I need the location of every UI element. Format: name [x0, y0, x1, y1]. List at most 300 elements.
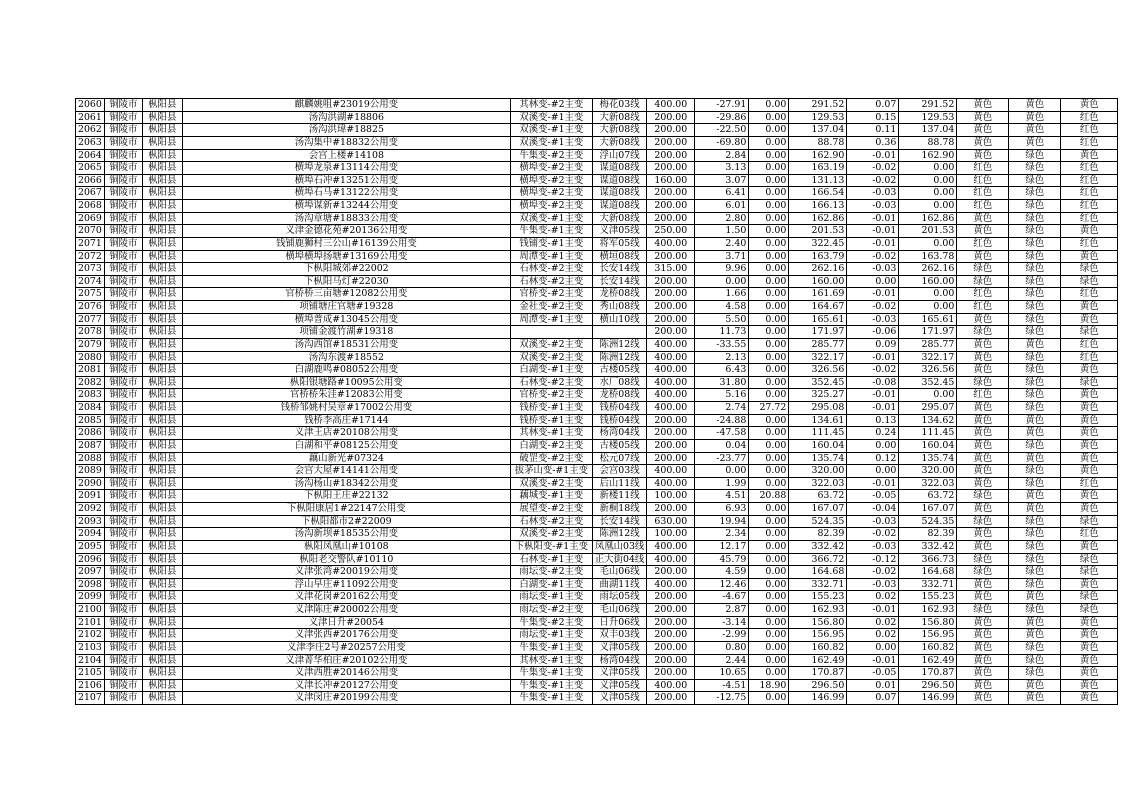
county-cell: 枞阳县: [142, 149, 182, 162]
value-e-cell: 129.53: [899, 111, 957, 124]
value-d-cell: -0.02: [847, 162, 899, 175]
substation-cell: 白湖变-#1主变: [510, 578, 592, 591]
table-row: [76, 111, 1118, 124]
city-cell: 铜陵市: [104, 477, 142, 490]
transformer-name-cell: 会宫上楼#14108: [182, 149, 510, 162]
capacity-cell: 400.00: [647, 402, 695, 415]
value-c-cell: 131.13: [789, 174, 847, 187]
transformer-name-cell: 汤沟集中#18832公用变: [182, 136, 510, 149]
status-c-cell: 黄色: [1061, 503, 1118, 516]
value-b-cell: 0.00: [749, 503, 789, 516]
transformer-name-cell: 义津日升#20054: [182, 616, 510, 629]
capacity-cell: 200.00: [647, 503, 695, 516]
value-d-cell: 0.12: [847, 452, 899, 465]
value-a-cell: 6.93: [695, 503, 749, 516]
value-d-cell: -0.01: [847, 654, 899, 667]
city-cell: 铜陵市: [104, 212, 142, 225]
table-row: [76, 578, 1118, 591]
capacity-cell: 200.00: [647, 326, 695, 339]
status-c-cell: 绿色: [1061, 515, 1118, 528]
value-c-cell: 326.56: [789, 364, 847, 377]
value-b-cell: 0.00: [749, 326, 789, 339]
capacity-cell: 200.00: [647, 187, 695, 200]
value-b-cell: 0.00: [749, 351, 789, 364]
status-c-cell: 红色: [1061, 136, 1118, 149]
substation-cell: 钱桥变-#1主变: [510, 414, 592, 427]
status-a-cell: 黄色: [957, 679, 1009, 692]
status-a-cell: 黄色: [957, 465, 1009, 478]
value-c-cell: 332.71: [789, 578, 847, 591]
status-c-cell: 黄色: [1061, 452, 1118, 465]
status-c-cell: 黄色: [1061, 641, 1118, 654]
row-number-cell: 2061: [76, 111, 105, 124]
value-e-cell: 0.00: [899, 174, 957, 187]
status-b-cell: 绿色: [1009, 465, 1061, 478]
value-a-cell: 9.96: [695, 263, 749, 276]
value-e-cell: 170.87: [899, 667, 957, 680]
line-cell: 钱桥04线: [592, 414, 646, 427]
status-c-cell: 黄色: [1061, 578, 1118, 591]
transformer-name-cell: 义津闵庄#20199公用变: [182, 692, 510, 705]
table-row: [76, 200, 1118, 213]
row-number-cell: 2088: [76, 452, 105, 465]
value-c-cell: 366.72: [789, 553, 847, 566]
table-row: [76, 187, 1118, 200]
county-cell: 枞阳县: [142, 162, 182, 175]
value-a-cell: 0.00: [695, 275, 749, 288]
county-cell: 枞阳县: [142, 629, 182, 642]
value-e-cell: 332.71: [899, 578, 957, 591]
city-cell: 铜陵市: [104, 389, 142, 402]
value-c-cell: 162.93: [789, 604, 847, 617]
transformer-name-cell: 白湖鹿鸣#08052公用变: [182, 364, 510, 377]
status-a-cell: 黄色: [957, 452, 1009, 465]
county-cell: 枞阳县: [142, 389, 182, 402]
substation-cell: 雨坛变-#2主变: [510, 566, 592, 579]
substation-cell: [510, 326, 592, 339]
value-c-cell: 146.99: [789, 692, 847, 705]
status-b-cell: 绿色: [1009, 250, 1061, 263]
value-a-cell: 4.51: [695, 490, 749, 503]
value-a-cell: 31.80: [695, 376, 749, 389]
transformer-name-cell: 项铺金渡竹湖#19318: [182, 326, 510, 339]
status-a-cell: 黄色: [957, 654, 1009, 667]
value-e-cell: 171.97: [899, 326, 957, 339]
table-row: [76, 376, 1118, 389]
value-a-cell: 0.00: [695, 465, 749, 478]
value-b-cell: 0.00: [749, 604, 789, 617]
line-cell: 杨湾04线: [592, 654, 646, 667]
value-b-cell: 0.00: [749, 225, 789, 238]
status-c-cell: 绿色: [1061, 263, 1118, 276]
value-a-cell: 2.84: [695, 149, 749, 162]
value-c-cell: 322.03: [789, 477, 847, 490]
value-b-cell: 0.00: [749, 641, 789, 654]
city-cell: 铜陵市: [104, 629, 142, 642]
capacity-cell: 630.00: [647, 515, 695, 528]
value-b-cell: 0.00: [749, 439, 789, 452]
table-row: [76, 162, 1118, 175]
county-cell: 枞阳县: [142, 376, 182, 389]
value-e-cell: 0.00: [899, 288, 957, 301]
substation-cell: 钱桥变-#1主变: [510, 402, 592, 415]
row-number-cell: 2075: [76, 288, 105, 301]
status-c-cell: 黄色: [1061, 99, 1118, 112]
city-cell: 铜陵市: [104, 225, 142, 238]
value-c-cell: 171.97: [789, 326, 847, 339]
city-cell: 铜陵市: [104, 376, 142, 389]
value-d-cell: 0.00: [847, 465, 899, 478]
city-cell: 铜陵市: [104, 338, 142, 351]
substation-cell: 藕城变-#1主变: [510, 490, 592, 503]
city-cell: 铜陵市: [104, 162, 142, 175]
status-c-cell: 红色: [1061, 212, 1118, 225]
city-cell: 铜陵市: [104, 654, 142, 667]
value-c-cell: 88.78: [789, 136, 847, 149]
capacity-cell: 200.00: [647, 149, 695, 162]
row-number-cell: 2082: [76, 376, 105, 389]
city-cell: 铜陵市: [104, 326, 142, 339]
line-cell: [592, 326, 646, 339]
capacity-cell: 400.00: [647, 465, 695, 478]
value-b-cell: 0.00: [749, 338, 789, 351]
value-b-cell: 0.00: [749, 250, 789, 263]
status-a-cell: 绿色: [957, 376, 1009, 389]
line-cell: 雨坛05线: [592, 591, 646, 604]
capacity-cell: 200.00: [647, 452, 695, 465]
value-c-cell: 161.69: [789, 288, 847, 301]
value-b-cell: 0.00: [749, 288, 789, 301]
status-a-cell: 黄色: [957, 616, 1009, 629]
row-number-cell: 2096: [76, 553, 105, 566]
substation-cell: 石林变-#2主变: [510, 376, 592, 389]
status-b-cell: 绿色: [1009, 237, 1061, 250]
county-cell: 枞阳县: [142, 427, 182, 440]
value-e-cell: 165.61: [899, 313, 957, 326]
row-number-cell: 2104: [76, 654, 105, 667]
status-a-cell: 黄色: [957, 692, 1009, 705]
status-c-cell: 黄色: [1061, 250, 1118, 263]
value-d-cell: -0.01: [847, 604, 899, 617]
table-row: [76, 250, 1118, 263]
county-cell: 枞阳县: [142, 667, 182, 680]
status-a-cell: 黄色: [957, 124, 1009, 137]
county-cell: 枞阳县: [142, 99, 182, 112]
capacity-cell: 400.00: [647, 540, 695, 553]
line-cell: 大新08线: [592, 212, 646, 225]
substation-cell: 牛集变-#1主变: [510, 692, 592, 705]
value-c-cell: 162.86: [789, 212, 847, 225]
table-row: [76, 389, 1118, 402]
line-cell: 水厂08线: [592, 376, 646, 389]
value-d-cell: -0.12: [847, 553, 899, 566]
county-cell: 枞阳县: [142, 364, 182, 377]
capacity-cell: 200.00: [647, 288, 695, 301]
county-cell: 枞阳县: [142, 679, 182, 692]
line-cell: 古楼05线: [592, 439, 646, 452]
value-d-cell: -0.03: [847, 540, 899, 553]
capacity-cell: 200.00: [647, 200, 695, 213]
value-d-cell: -0.03: [847, 263, 899, 276]
value-e-cell: 366.73: [899, 553, 957, 566]
value-a-cell: -24.88: [695, 414, 749, 427]
value-c-cell: 160.04: [789, 439, 847, 452]
status-a-cell: 黄色: [957, 111, 1009, 124]
county-cell: 枞阳县: [142, 111, 182, 124]
city-cell: 铜陵市: [104, 364, 142, 377]
county-cell: 枞阳县: [142, 439, 182, 452]
value-b-cell: 0.00: [749, 111, 789, 124]
city-cell: 铜陵市: [104, 616, 142, 629]
row-number-cell: 2080: [76, 351, 105, 364]
value-d-cell: -0.01: [847, 225, 899, 238]
status-a-cell: 红色: [957, 389, 1009, 402]
capacity-cell: 400.00: [647, 237, 695, 250]
county-cell: 枞阳县: [142, 301, 182, 314]
status-c-cell: 黄色: [1061, 414, 1118, 427]
value-e-cell: 162.90: [899, 149, 957, 162]
transformer-name-cell: 钱桥李高庄#17144: [182, 414, 510, 427]
status-c-cell: 红色: [1061, 200, 1118, 213]
line-cell: 凤凰山03线: [592, 540, 646, 553]
value-e-cell: 162.49: [899, 654, 957, 667]
value-e-cell: 155.23: [899, 591, 957, 604]
transformer-name-cell: 汤沟新坝#18535公用变: [182, 528, 510, 541]
transformer-name-cell: 白湖和平#08125公用变: [182, 439, 510, 452]
county-cell: 枞阳县: [142, 452, 182, 465]
substation-cell: 周潭变-#1主变: [510, 250, 592, 263]
value-a-cell: 4.59: [695, 566, 749, 579]
value-c-cell: 320.00: [789, 465, 847, 478]
value-b-cell: 0.00: [749, 465, 789, 478]
county-cell: 枞阳县: [142, 174, 182, 187]
value-c-cell: 524.35: [789, 515, 847, 528]
city-cell: 铜陵市: [104, 136, 142, 149]
value-b-cell: 0.00: [749, 692, 789, 705]
table-row: [76, 553, 1118, 566]
transformer-name-cell: 浮山早庄#11092公用变: [182, 578, 510, 591]
row-number-cell: 2095: [76, 540, 105, 553]
value-c-cell: 135.74: [789, 452, 847, 465]
capacity-cell: 200.00: [647, 654, 695, 667]
table-row: [76, 326, 1118, 339]
capacity-cell: 200.00: [647, 301, 695, 314]
line-cell: 毛山06线: [592, 604, 646, 617]
line-cell: 谋道08线: [592, 200, 646, 213]
status-b-cell: 绿色: [1009, 301, 1061, 314]
value-e-cell: 0.00: [899, 187, 957, 200]
county-cell: 枞阳县: [142, 275, 182, 288]
row-number-cell: 2107: [76, 692, 105, 705]
city-cell: 铜陵市: [104, 439, 142, 452]
capacity-cell: 200.00: [647, 591, 695, 604]
table-row: [76, 313, 1118, 326]
transformer-name-cell: 枞阳老交警队#10110: [182, 553, 510, 566]
status-c-cell: 黄色: [1061, 490, 1118, 503]
value-e-cell: 162.86: [899, 212, 957, 225]
value-c-cell: 160.82: [789, 641, 847, 654]
county-cell: 枞阳县: [142, 124, 182, 137]
table-row: [76, 528, 1118, 541]
value-b-cell: 0.00: [749, 99, 789, 112]
capacity-cell: 400.00: [647, 338, 695, 351]
row-number-cell: 2105: [76, 667, 105, 680]
value-b-cell: 0.00: [749, 477, 789, 490]
county-cell: 枞阳县: [142, 503, 182, 516]
substation-cell: 拔茅山变-#1主变: [510, 465, 592, 478]
transformer-name-cell: 横埠横埠扬塘#13169公用变: [182, 250, 510, 263]
row-number-cell: 2086: [76, 427, 105, 440]
row-number-cell: 2069: [76, 212, 105, 225]
status-a-cell: 黄色: [957, 540, 1009, 553]
status-c-cell: 黄色: [1061, 616, 1118, 629]
substation-cell: 白湖变-#1主变: [510, 364, 592, 377]
value-a-cell: 2.44: [695, 654, 749, 667]
value-b-cell: 0.00: [749, 414, 789, 427]
substation-cell: 横埠变-#2主变: [510, 187, 592, 200]
value-d-cell: 0.01: [847, 679, 899, 692]
county-cell: 枞阳县: [142, 326, 182, 339]
transformer-name-cell: 藕山新光#07324: [182, 452, 510, 465]
status-c-cell: 黄色: [1061, 364, 1118, 377]
value-a-cell: 0.04: [695, 439, 749, 452]
capacity-cell: 250.00: [647, 225, 695, 238]
line-cell: 双丰03线: [592, 629, 646, 642]
value-c-cell: 129.53: [789, 111, 847, 124]
status-b-cell: 绿色: [1009, 225, 1061, 238]
value-d-cell: 0.09: [847, 338, 899, 351]
substation-cell: 双溪变-#1主变: [510, 124, 592, 137]
line-cell: 后山11线: [592, 477, 646, 490]
line-cell: 谋道08线: [592, 187, 646, 200]
value-c-cell: 166.54: [789, 187, 847, 200]
status-b-cell: 绿色: [1009, 174, 1061, 187]
value-e-cell: 0.00: [899, 237, 957, 250]
table-row: [76, 237, 1118, 250]
value-d-cell: 0.02: [847, 591, 899, 604]
line-cell: 新桐18线: [592, 503, 646, 516]
value-a-cell: 5.50: [695, 313, 749, 326]
capacity-cell: 200.00: [647, 275, 695, 288]
value-a-cell: 10.65: [695, 667, 749, 680]
table-row: [76, 616, 1118, 629]
status-a-cell: 绿色: [957, 566, 1009, 579]
table-row: [76, 212, 1118, 225]
value-a-cell: 2.13: [695, 351, 749, 364]
value-c-cell: 170.87: [789, 667, 847, 680]
value-d-cell: -0.01: [847, 477, 899, 490]
line-cell: 义津05线: [592, 692, 646, 705]
value-e-cell: 291.52: [899, 99, 957, 112]
city-cell: 铜陵市: [104, 515, 142, 528]
status-c-cell: 绿色: [1061, 591, 1118, 604]
capacity-cell: 200.00: [647, 604, 695, 617]
value-a-cell: 12.46: [695, 578, 749, 591]
status-b-cell: 绿色: [1009, 263, 1061, 276]
table-row: [76, 477, 1118, 490]
line-cell: 新楼11线: [592, 490, 646, 503]
status-a-cell: 绿色: [957, 515, 1009, 528]
line-cell: 曲湖11线: [592, 578, 646, 591]
value-b-cell: 27.72: [749, 402, 789, 415]
line-cell: 浮山07线: [592, 149, 646, 162]
row-number-cell: 2078: [76, 326, 105, 339]
county-cell: 枞阳县: [142, 250, 182, 263]
row-number-cell: 2067: [76, 187, 105, 200]
substation-cell: 双溪变-#1主变: [510, 136, 592, 149]
capacity-cell: 200.00: [647, 124, 695, 137]
table-row: [76, 364, 1118, 377]
transformer-name-cell: 义津长冲#20127公用变: [182, 679, 510, 692]
value-d-cell: -0.01: [847, 389, 899, 402]
city-cell: 铜陵市: [104, 641, 142, 654]
transformer-name-cell: 横埠石冲#13251公用变: [182, 174, 510, 187]
value-d-cell: -0.02: [847, 566, 899, 579]
value-b-cell: 0.00: [749, 578, 789, 591]
county-cell: 枞阳县: [142, 212, 182, 225]
value-d-cell: -0.01: [847, 237, 899, 250]
capacity-cell: 160.00: [647, 174, 695, 187]
status-b-cell: 绿色: [1009, 515, 1061, 528]
table-row: [76, 275, 1118, 288]
substation-cell: 其林变-#1主变: [510, 427, 592, 440]
value-c-cell: 285.77: [789, 338, 847, 351]
value-b-cell: 0.00: [749, 452, 789, 465]
status-a-cell: 绿色: [957, 604, 1009, 617]
capacity-cell: 200.00: [647, 250, 695, 263]
status-a-cell: 黄色: [957, 351, 1009, 364]
county-cell: 枞阳县: [142, 553, 182, 566]
status-b-cell: 黄色: [1009, 99, 1061, 112]
value-d-cell: -0.01: [847, 149, 899, 162]
value-a-cell: 5.16: [695, 389, 749, 402]
transformer-name-cell: 义津王店#20108公用变: [182, 427, 510, 440]
city-cell: 铜陵市: [104, 490, 142, 503]
value-d-cell: 0.02: [847, 629, 899, 642]
row-number-cell: 2064: [76, 149, 105, 162]
status-b-cell: 绿色: [1009, 351, 1061, 364]
county-cell: 枞阳县: [142, 616, 182, 629]
value-e-cell: 0.00: [899, 200, 957, 213]
status-c-cell: 绿色: [1061, 275, 1118, 288]
county-cell: 枞阳县: [142, 237, 182, 250]
status-b-cell: 黄色: [1009, 629, 1061, 642]
value-a-cell: 6.01: [695, 200, 749, 213]
value-d-cell: -0.03: [847, 515, 899, 528]
value-a-cell: 45.79: [695, 553, 749, 566]
value-b-cell: 0.00: [749, 591, 789, 604]
status-b-cell: 绿色: [1009, 389, 1061, 402]
substation-cell: 官桥变-#2主变: [510, 288, 592, 301]
row-number-cell: 2103: [76, 641, 105, 654]
substation-cell: 展望变-#2主变: [510, 503, 592, 516]
value-a-cell: -27.91: [695, 99, 749, 112]
table-row: [76, 490, 1118, 503]
status-a-cell: 红色: [957, 174, 1009, 187]
line-cell: 会宫03线: [592, 465, 646, 478]
substation-cell: 金社变-#2主变: [510, 301, 592, 314]
table-row: [76, 515, 1118, 528]
status-a-cell: 黄色: [957, 439, 1009, 452]
value-d-cell: 0.15: [847, 111, 899, 124]
value-c-cell: 166.13: [789, 200, 847, 213]
status-b-cell: 黄色: [1009, 692, 1061, 705]
value-e-cell: 137.04: [899, 124, 957, 137]
value-a-cell: 6.43: [695, 364, 749, 377]
value-d-cell: -0.05: [847, 667, 899, 680]
substation-cell: 其林变-#2主变: [510, 99, 592, 112]
substation-cell: 牛集变-#2主变: [510, 616, 592, 629]
